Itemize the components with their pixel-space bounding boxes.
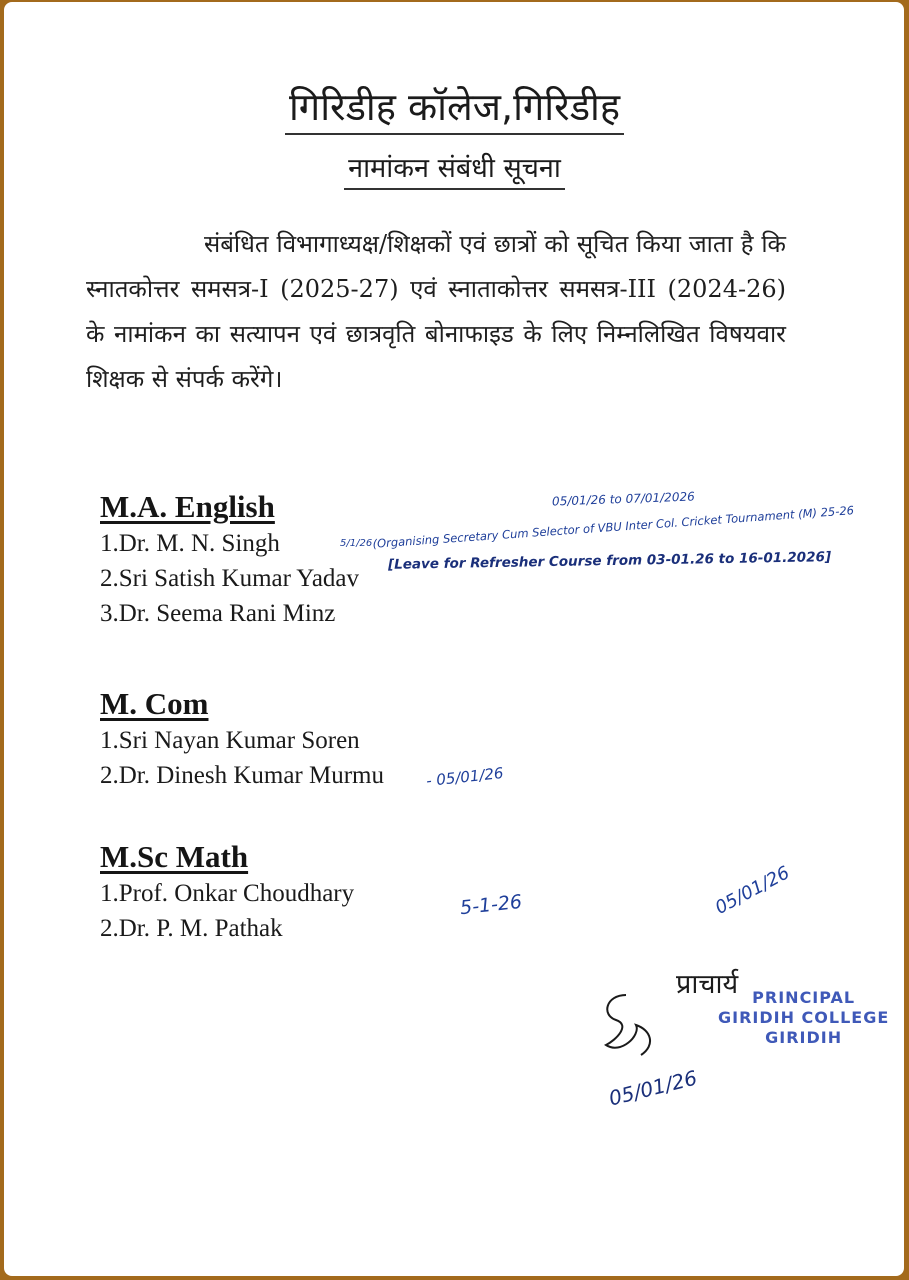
section-heading: M. Com [100, 686, 209, 721]
section-heading: M.A. English [100, 489, 275, 524]
college-title [0, 80, 909, 132]
list-item: 2.Sri Satish Kumar Yadav [100, 565, 360, 592]
notice-body: संबंधित विभागाध्यक्ष/शिक्षकों एवं छात्रों को सूचित किया जाता है कि स्नातकोत्तर समसत्र-I (2025-27) एवं स्नाताकोत्तर समसत्र-III (2024-26) के नामांकन का सत्यापन एवं छात्रवृति बोनाफाइड के लिए निम्नलिखित विषयवार शिक्षक से संपर्क करेंगे। [86, 230, 786, 393]
handwritten-signature-mcom: - 05/01/26 [425, 763, 505, 791]
college-title-text: गिरिडीह कॉलेज,गिरिडीह [285, 85, 624, 135]
stamp-line: GIRIDIH COLLEGE [718, 1008, 890, 1027]
list-item: 1.Dr. M. N. Singh [100, 530, 280, 557]
list-item: 1.Sri Nayan Kumar Soren [100, 727, 360, 754]
handwritten-date-range: 05/01/26 to 07/01/2026 [551, 489, 695, 509]
principal-designation: प्राचार्य [676, 969, 739, 1000]
stamp-line: GIRIDIH [765, 1028, 843, 1047]
handwritten-signature-right: 05/01/26 [711, 862, 794, 919]
handwritten-initial: 5/1/26 [340, 538, 373, 549]
principal-date: 05/01/26 [606, 1065, 700, 1111]
section-ma-english [100, 488, 359, 631]
notice-title [0, 148, 909, 185]
list-item: 1.Prof. Onkar Choudhary [100, 880, 355, 907]
section-mcom [100, 685, 384, 793]
section-heading: M.Sc Math [100, 839, 249, 874]
list-item: 2.Dr. P. M. Pathak [100, 915, 283, 942]
notice-title-text: नामांकन संबंधी सूचना [344, 153, 565, 190]
list-item: 2.Dr. Dinesh Kumar Murmu [100, 762, 384, 789]
handwritten-signature-math: 5-1-26 [459, 890, 524, 920]
notice-paper [4, 2, 904, 1276]
principal-signature-icon [596, 985, 666, 1065]
section-msc-math [100, 838, 354, 946]
handwritten-note-leave: [Leave for Refresher Course from 03-01.26 to 16-01.2026] [387, 549, 832, 573]
stamp-line: PRINCIPAL [752, 988, 856, 1007]
principal-stamp [718, 988, 889, 1048]
list-item: 3.Dr. Seema Rani Minz [100, 600, 336, 627]
handwritten-note-organising: (Organising Secretary Cum Selector of VBU Inter Col. Cricket Tournament (M) 25-26 [372, 503, 855, 551]
